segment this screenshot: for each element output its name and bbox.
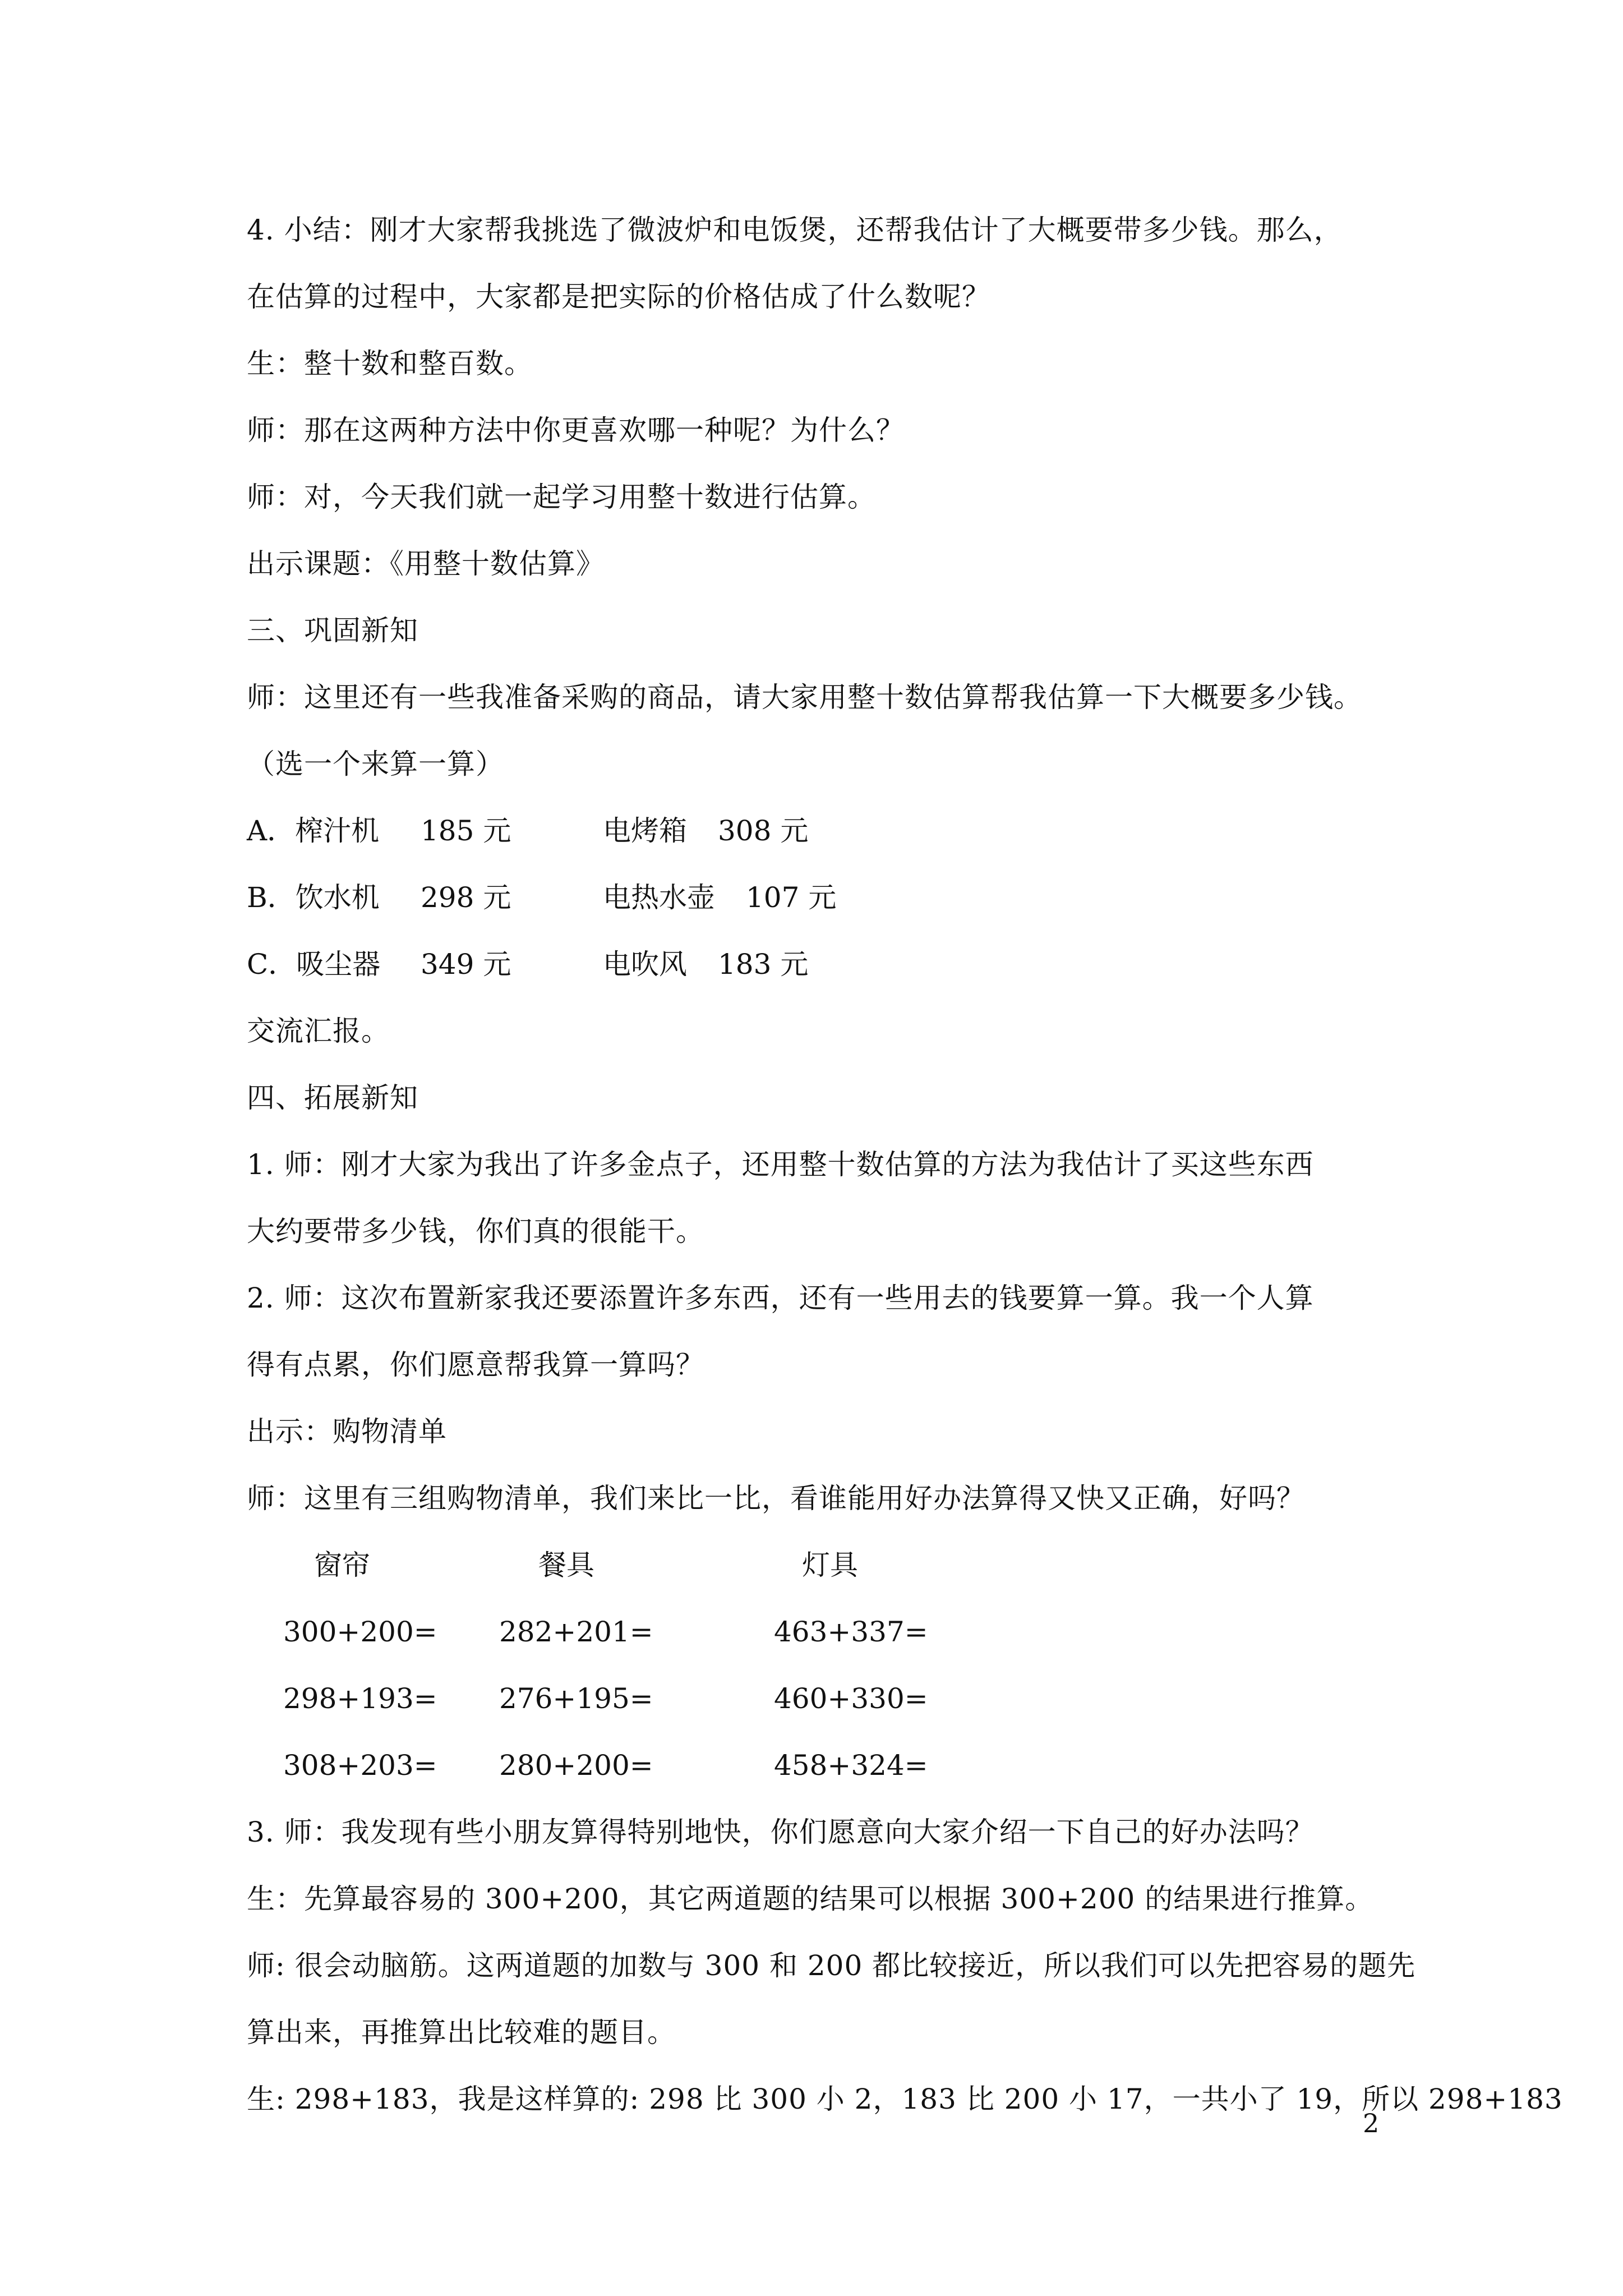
section-heading-extend: 四、拓展新知 (247, 1082, 418, 1114)
paragraph-teacher-explanation: 师: 很会动脑筋。这两道题的加数与 300 和 200 都比较接近，所以我们可以先把容易的题先 (247, 1949, 1416, 1982)
page-number: 2 (1363, 2108, 1380, 2138)
paragraph-choose-one: （选一个来算一算） (247, 748, 504, 780)
product-c-second-label: 电吹风 (603, 948, 687, 981)
section-heading-consolidate: 三、巩固新知 (247, 614, 418, 647)
shopping-row-1-curtain: 300+200= (283, 1616, 437, 1648)
shopping-row-2-tableware: 276+195= (499, 1682, 653, 1715)
shopping-header-tableware: 餐具 (538, 1549, 594, 1581)
shopping-header-lamps: 灯具 (802, 1549, 858, 1581)
paragraph-lesson-title: 出示课题：《用整十数估算》 (247, 547, 605, 580)
shopping-row-2-lamps: 460+330= (774, 1682, 928, 1715)
product-b-label: B．饮水机 (247, 881, 380, 914)
paragraph-teacher-compare: 师：这里有三组购物清单，我们来比一比，看谁能用好办法算得又快又正确，好吗？ (247, 1482, 1305, 1515)
shopping-row-3-curtain: 308+203= (283, 1749, 437, 1782)
paragraph-teacher-praise: 1. 师：刚才大家为我出了许多金点子，还用整十数估算的方法为我估计了买这些东西 (247, 1148, 1314, 1181)
shopping-row-1-lamps: 463+337= (774, 1616, 928, 1648)
paragraph-student-calculation: 生: 298+183，我是这样算的: 298 比 300 小 2，183 比 200 小 17，一共小了 19，所以 298+183 (247, 2083, 1563, 2115)
product-b-second-label: 电热水壶 (603, 881, 715, 914)
paragraph-student-answer: 生：整十数和整百数。 (247, 347, 533, 380)
paragraph-teacher-observation: 3. 师：我发现有些小朋友算得特别地快，你们愿意向大家介绍一下自己的好办法吗？ (247, 1816, 1314, 1848)
shopping-row-1-tableware: 282+201= (499, 1616, 653, 1648)
shopping-row-2-curtain: 298+193= (283, 1682, 437, 1715)
paragraph-teacher-praise-continued: 大约要带多少钱，你们真的很能干。 (247, 1215, 704, 1248)
paragraph-teacher-new-task: 2. 师：这次布置新家我还要添置许多东西，还有一些用去的钱要算一算。我一个人算 (247, 1282, 1314, 1314)
shopping-row-3-lamps: 458+324= (774, 1749, 928, 1782)
paragraph-teacher-question: 师：那在这两种方法中你更喜欢哪一种呢？为什么？ (247, 414, 905, 447)
shopping-row-3-tableware: 280+200= (499, 1749, 653, 1782)
paragraph-summary-continued: 在估算的过程中，大家都是把实际的价格估成了什么数呢？ (247, 280, 990, 313)
product-a-label: A．榨汁机 (247, 815, 380, 847)
product-b-price: 298 元 (421, 881, 511, 914)
product-b-second-price: 107 元 (746, 881, 837, 914)
paragraph-report: 交流汇报。 (247, 1015, 390, 1047)
product-a-second-price: 308 元 (718, 815, 809, 847)
paragraph-teacher-intro: 师：对，今天我们就一起学习用整十数进行估算。 (247, 481, 876, 513)
product-c-second-price: 183 元 (718, 948, 809, 981)
paragraph-teacher-products: 师：这里还有一些我准备采购的商品，请大家用整十数估算帮我估算一下大概要多少钱。 (247, 681, 1362, 714)
paragraph-summary: 4. 小结：刚才大家帮我挑选了微波炉和电饭煲，还帮我估计了大概要带多少钱。那么， (247, 214, 1343, 246)
product-c-label: C．吸尘器 (247, 948, 381, 981)
shopping-header-curtain: 窗帘 (314, 1549, 370, 1581)
paragraph-teacher-new-task-continued: 得有点累，你们愿意帮我算一算吗？ (247, 1349, 704, 1381)
paragraph-show-shopping-list: 出示：购物清单 (247, 1415, 447, 1448)
product-c-price: 349 元 (421, 948, 511, 981)
product-a-price: 185 元 (421, 815, 511, 847)
product-a-second-label: 电烤箱 (603, 815, 687, 847)
paragraph-teacher-explanation-continued: 算出来，再推算出比较难的题目。 (247, 2016, 676, 2049)
paragraph-student-method: 生：先算最容易的 300+200，其它两道题的结果可以根据 300+200 的结果进行推算。 (247, 1883, 1374, 1915)
